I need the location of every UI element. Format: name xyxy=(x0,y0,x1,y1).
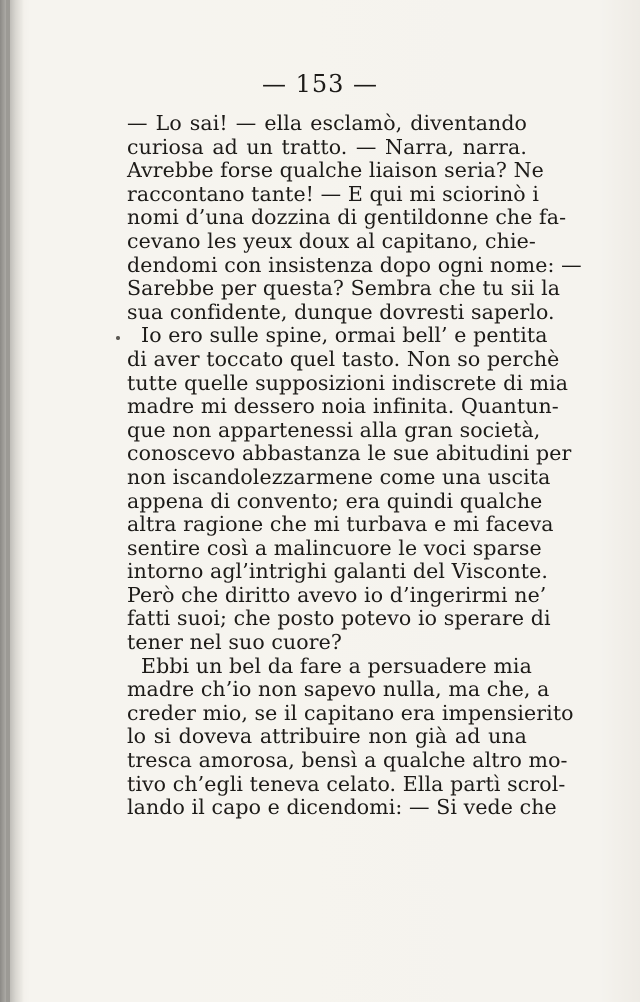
text-line-3: Avrebbe forse qualche liaison seria? Ne xyxy=(127,158,544,183)
page-text xyxy=(127,111,582,820)
text-line-13: madre mi dessero noia infinita. Quantun- xyxy=(127,394,559,419)
text-line-30: lando il capo e dicendomi: — Si vede che xyxy=(127,795,557,820)
text-line-20: intorno agl’intrighi galanti del Visconte. xyxy=(127,559,548,584)
text-line-2: curiosa ad un tratto. — Narra, narra. xyxy=(127,134,527,159)
page-number: — 153 — xyxy=(261,70,379,98)
text-line-15: conoscevo abbastanza le sue abitudini per xyxy=(127,441,572,466)
text-line-5: nomi d’una dozzina di gentildonne che fa- xyxy=(127,205,567,230)
text-line-23: tener nel suo cuore? xyxy=(127,630,342,655)
text-line-27: lo si doveva attribuire non già ad una xyxy=(127,724,527,749)
text-line-9: sua confidente, dunque dovresti saperlo. xyxy=(127,299,555,324)
text-line-12: tutte quelle supposizioni indiscrete di mia xyxy=(127,370,569,395)
text-line-6: cevano les yeux doux al capitano, chie- xyxy=(127,228,536,253)
text-line-24: Ebbi un bel da fare a persuadere mia xyxy=(141,653,532,678)
text-line-19: sentire così a malincuore le voci sparse xyxy=(127,535,542,560)
ink-dot xyxy=(116,336,120,340)
text-line-17: appena di convento; era quindi qualche xyxy=(127,488,543,513)
text-line-21: Però che diritto avevo io d’ingerirmi ne’ xyxy=(127,582,547,607)
text-line-29: tivo ch’egli teneva celato. Ella partì scrol- xyxy=(127,771,566,796)
text-line-1: — Lo sai! — ella esclamò, diventando xyxy=(127,111,527,135)
text-line-10: Io ero sulle spine, ormai bell’ e pentita xyxy=(141,323,548,348)
page-spine-line xyxy=(6,0,10,1002)
text-line-25: madre ch’io non sapevo nulla, ma che, a xyxy=(127,677,550,702)
page-spine-shadow xyxy=(0,0,24,1002)
text-line-11: di aver toccato quel tasto. Non so perchè xyxy=(127,346,560,371)
text-line-14: que non appartenessi alla gran società, xyxy=(127,417,541,442)
text-line-22: fatti suoi; che posto potevo io sperare di xyxy=(127,606,551,631)
text-line-18: altra ragione che mi turbava e mi faceva xyxy=(127,512,554,537)
text-line-28: tresca amorosa, bensì a qualche altro mo- xyxy=(127,748,568,773)
text-line-16: non iscandolezzarmene come una uscita xyxy=(127,464,551,489)
text-line-7: dendomi con insistenza dopo ogni nome: — xyxy=(127,252,582,277)
text-line-26: creder mio, se il capitano era impensierito xyxy=(127,700,574,725)
text-line-8: Sarebbe per questa? Sembra che tu sii la xyxy=(127,276,561,301)
text-line-4: raccontano tante! — E qui mi sciorinò i xyxy=(127,181,540,206)
